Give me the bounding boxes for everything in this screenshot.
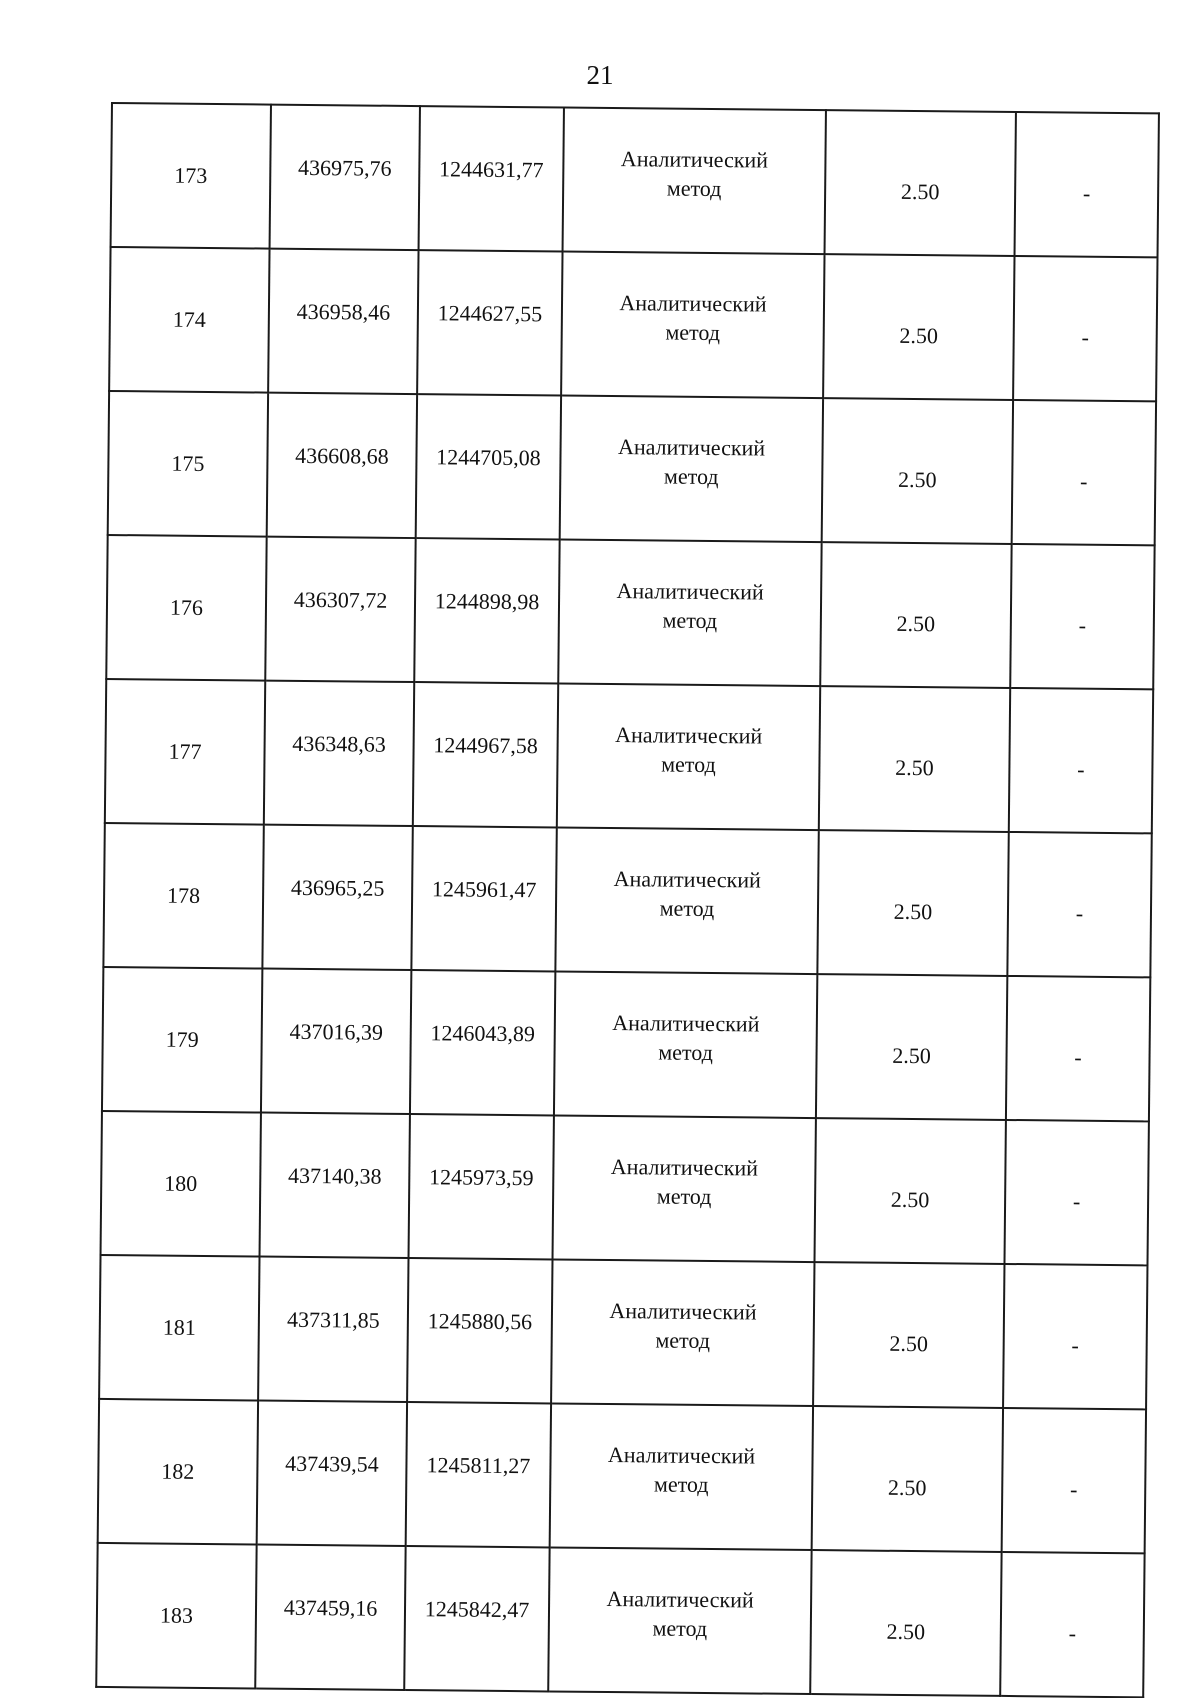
accuracy-cell: 2.50 — [820, 542, 1011, 688]
method-cell — [558, 539, 821, 686]
y-coordinate-cell: 1245880,56 — [407, 1258, 552, 1403]
method-line-2: метод — [655, 1327, 711, 1354]
accuracy-cell: 2.50 — [816, 974, 1007, 1120]
method-line-1: Аналитический — [615, 722, 763, 749]
table-row — [98, 1399, 1146, 1553]
method-line-1: Аналитический — [612, 1010, 760, 1037]
note-cell: - — [1012, 400, 1156, 545]
table-row — [101, 1111, 1149, 1265]
accuracy-cell: 2.50 — [817, 830, 1008, 976]
method-line-2: метод — [653, 1471, 709, 1498]
note-cell: - — [1003, 1264, 1147, 1409]
method-line-2: метод — [652, 1615, 708, 1642]
method-line-2: метод — [663, 463, 719, 490]
x-coordinate-cell: 437459,16 — [255, 1545, 405, 1690]
method-cell — [560, 395, 823, 542]
y-coordinate-cell: 1244627,55 — [417, 250, 562, 395]
method-cell — [550, 1403, 813, 1550]
method-line-2: метод — [661, 751, 716, 778]
method-line-2: метод — [662, 607, 718, 634]
method-line-1: Аналитический — [619, 290, 767, 317]
method-cell — [557, 683, 820, 830]
y-coordinate-cell: 1245961,47 — [411, 826, 556, 971]
note-cell: - — [1000, 1552, 1144, 1697]
point-number-cell: 180 — [101, 1111, 261, 1257]
table-row — [103, 823, 1151, 977]
point-number-cell: 178 — [103, 823, 263, 969]
x-coordinate-cell: 436307,72 — [265, 537, 415, 682]
method-line-1: Аналитический — [606, 1586, 754, 1613]
accuracy-cell: 2.50 — [810, 1550, 1001, 1696]
note-cell: - — [1015, 112, 1159, 257]
table-row — [99, 1255, 1147, 1409]
method-line-1: Аналитический — [610, 1154, 759, 1181]
table-row — [106, 535, 1154, 689]
note-cell: - — [1009, 688, 1153, 833]
method-line-2: метод — [666, 175, 722, 202]
method-line-1: Аналитический — [617, 434, 766, 461]
note-cell: - — [1010, 544, 1154, 689]
x-coordinate-cell: 436608,68 — [267, 393, 417, 538]
y-coordinate-cell: 1245842,47 — [404, 1546, 549, 1691]
table-row — [109, 247, 1157, 401]
table-body — [96, 103, 1159, 1697]
point-number-cell: 173 — [111, 103, 271, 249]
accuracy-cell: 2.50 — [823, 254, 1014, 400]
method-cell — [561, 251, 824, 398]
method-cell — [555, 827, 818, 974]
table-row — [96, 1543, 1144, 1697]
method-line-2: метод — [665, 319, 721, 346]
method-line-2: метод — [658, 1039, 713, 1066]
x-coordinate-cell: 437016,39 — [261, 969, 411, 1114]
x-coordinate-cell: 437140,38 — [260, 1113, 410, 1258]
table-row — [105, 679, 1153, 833]
method-line-1: Аналитический — [613, 866, 761, 893]
method-line-1: Аналитический — [607, 1442, 756, 1469]
coordinates-table-wrapper — [95, 102, 1158, 1698]
point-number-cell: 181 — [99, 1255, 259, 1401]
accuracy-cell: 2.50 — [825, 110, 1016, 256]
point-number-cell: 182 — [98, 1399, 258, 1545]
note-cell: - — [1006, 976, 1150, 1121]
point-number-cell: 179 — [102, 967, 262, 1113]
method-line-2: метод — [659, 895, 715, 922]
point-number-cell: 175 — [108, 391, 268, 537]
accuracy-cell: 2.50 — [822, 398, 1013, 544]
point-number-cell: 183 — [96, 1543, 256, 1689]
page-number: 21 — [586, 60, 614, 90]
x-coordinate-cell: 437439,54 — [257, 1401, 407, 1546]
y-coordinate-cell: 1245973,59 — [409, 1114, 554, 1259]
y-coordinate-cell: 1244967,58 — [413, 682, 558, 827]
y-coordinate-cell: 1246043,89 — [410, 970, 555, 1115]
note-cell: - — [1013, 256, 1157, 401]
method-cell — [553, 1115, 816, 1262]
note-cell: - — [1004, 1120, 1148, 1265]
method-line-1: Аналитический — [620, 146, 769, 173]
y-coordinate-cell: 1244705,08 — [416, 394, 561, 539]
method-cell — [563, 108, 826, 255]
accuracy-cell: 2.50 — [814, 1118, 1005, 1264]
accuracy-cell: 2.50 — [812, 1406, 1003, 1552]
y-coordinate-cell: 1245811,27 — [406, 1402, 551, 1547]
x-coordinate-cell: 436975,76 — [270, 105, 420, 250]
method-line-2: метод — [656, 1183, 712, 1210]
method-cell — [551, 1259, 814, 1406]
table-row — [102, 967, 1150, 1121]
method-cell — [548, 1547, 811, 1694]
point-number-cell: 176 — [106, 535, 266, 681]
coordinates-table — [95, 102, 1160, 1698]
y-coordinate-cell: 1244631,77 — [419, 106, 564, 251]
method-line-1: Аналитический — [616, 578, 764, 605]
table-row — [111, 103, 1159, 257]
table-row — [108, 391, 1156, 545]
y-coordinate-cell: 1244898,98 — [414, 538, 559, 683]
note-cell: - — [1002, 1408, 1146, 1553]
point-number-cell: 174 — [109, 247, 269, 393]
point-number-cell: 177 — [105, 679, 265, 825]
note-cell: - — [1007, 832, 1151, 977]
accuracy-cell: 2.50 — [819, 686, 1010, 832]
x-coordinate-cell: 436965,25 — [262, 825, 412, 970]
accuracy-cell: 2.50 — [813, 1262, 1004, 1408]
method-line-1: Аналитический — [609, 1298, 757, 1325]
method-cell — [554, 971, 817, 1118]
x-coordinate-cell: 436348,63 — [264, 681, 414, 826]
x-coordinate-cell: 436958,46 — [268, 249, 418, 394]
x-coordinate-cell: 437311,85 — [258, 1257, 408, 1402]
